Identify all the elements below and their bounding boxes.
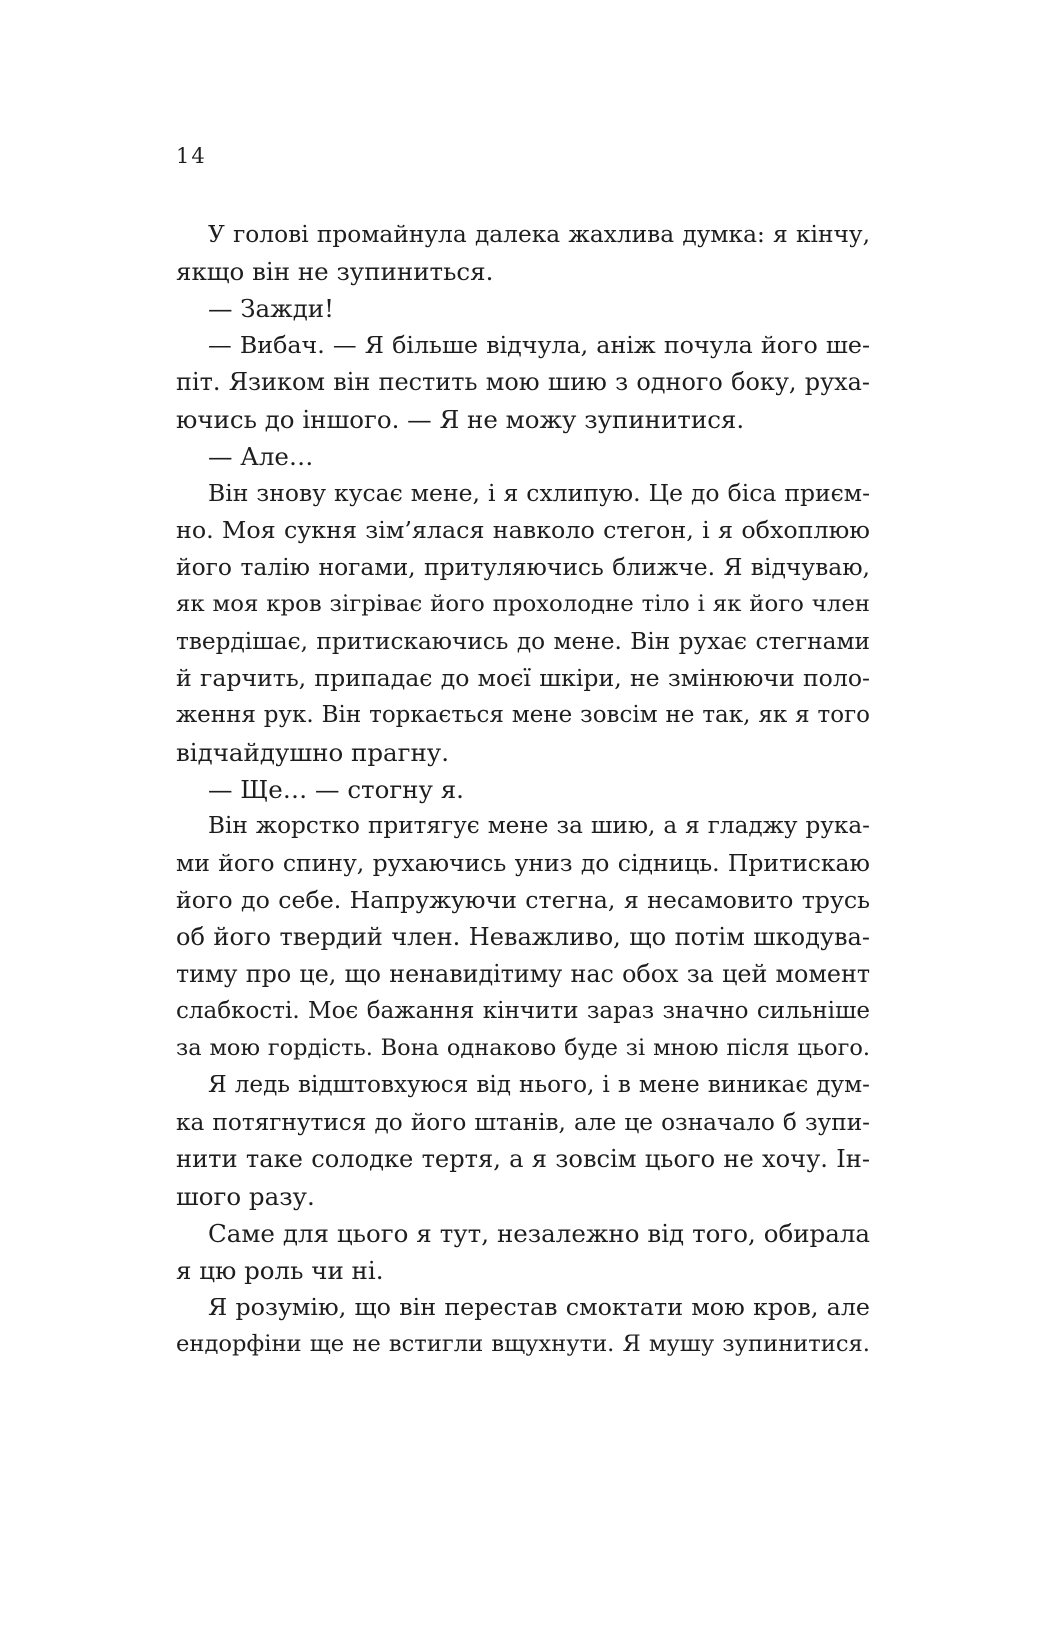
text-line: тиму про це, що ненавидітиму нас обох за цей момент bbox=[176, 960, 870, 988]
text-line: об його твердий член. Неважливо, що потім шкодува- bbox=[176, 923, 870, 951]
text-line: нити таке солодке тертя, а я зовсім цього не хочу. Ін- bbox=[176, 1145, 870, 1173]
text-line: ючись до іншого. — Я не можу зупинитися. bbox=[176, 405, 745, 434]
text-line: Я ледь відштовхуюся від нього, і в мене виникає дум- bbox=[208, 1072, 870, 1098]
text-line: У голові промайнула далека жахлива думка: я кінчу, bbox=[208, 221, 870, 248]
text-line: Саме для цього я тут, незалежно від того, обирала bbox=[208, 1219, 870, 1248]
text-line: ження рук. Він торкається мене зовсім не так, як я того bbox=[176, 702, 870, 728]
text-line: відчайдушно прагну. bbox=[176, 738, 449, 767]
text-line: — Вибач. — Я більше відчула, аніж почула його ше- bbox=[208, 331, 870, 359]
text-line: ми його спину, рухаючись униз до сідниць. Притискаю bbox=[176, 849, 870, 877]
text-line: якщо він не зупиниться. bbox=[176, 257, 494, 286]
text-line: ендорфіни ще не встигли вщухнути. Я мушу зупинитися. bbox=[176, 1331, 870, 1357]
text-line: як моя кров зігріває його прохолодне тіло і як його член bbox=[176, 591, 870, 617]
text-line: Я розумію, що він перестав смоктати мою кров, але bbox=[208, 1293, 870, 1321]
text-line: Він знову кусає мене, і я схлипую. Це до біса приєм- bbox=[208, 479, 870, 507]
text-line: Він жорстко притягує мене за шию, а я гладжу рука- bbox=[208, 813, 870, 839]
text-line: піт. Язиком він пестить мою шию з одного боку, руха- bbox=[176, 368, 870, 396]
text-line: — Але… bbox=[208, 442, 314, 471]
text-line: ка потягнутися до його штанів, але це означало б зупи- bbox=[176, 1109, 870, 1136]
text-line: я цю роль чи ні. bbox=[176, 1256, 384, 1285]
text-line: його до себе. Напружуючи стегна, я несамовито трусь bbox=[176, 886, 870, 914]
text-line: шого разу. bbox=[176, 1182, 315, 1211]
text-line: й гарчить, припадає до моєї шкіри, не змінюючи поло- bbox=[176, 664, 870, 692]
body-text bbox=[176, 216, 870, 1363]
text-line: твердішає, притискаючись до мене. Він рухає стегнами bbox=[176, 628, 870, 655]
text-line: — Зажди! bbox=[208, 294, 334, 323]
text-line: — Ще… — стогну я. bbox=[208, 775, 464, 804]
text-line: но. Моя сукня зім’ялася навколо стегон, і я обхоплюю bbox=[176, 516, 870, 544]
text-line: його талію ногами, притуляючись ближче. Я відчуваю, bbox=[176, 553, 870, 581]
page-number: 14 bbox=[176, 144, 207, 168]
text-line: слабкості. Моє бажання кінчити зараз значно сильніше bbox=[176, 998, 870, 1024]
text-line: за мою гордість. Вона однаково буде зі мною після цього. bbox=[176, 1035, 870, 1061]
